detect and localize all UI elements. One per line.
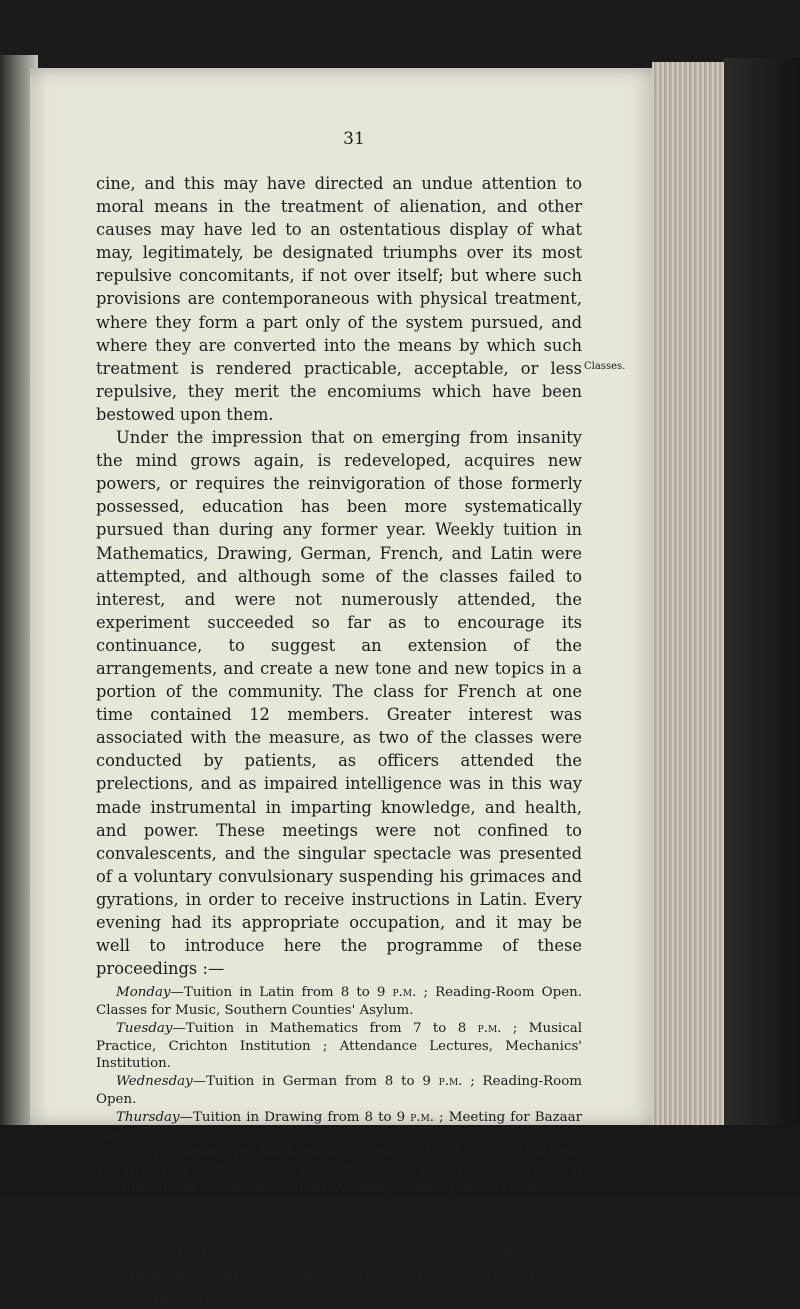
margin-note: Classes. bbox=[584, 361, 626, 372]
schedule-entry: Wednesday—Tuition in German from 8 to 9 p.m. ; Reading-Room Open. bbox=[96, 1074, 582, 1108]
paragraph-2: Under the impression that on emerging from insanity the mind grows again, is redeveloped, acquires new powers, or requires the reinvigoration of those formerly possessed, education has been more systematically pursued than during any former year. Weekly tuition in Mathematics, Drawing, German, French, and Latin were attempted, and although some of the classes failed to interest, and were not numerously attended, the experiment succeeded so far as to encourage its continuance, to suggest an extension of the arrangements, and create a new tone and new topics in a portion of the community. The class for French at one time contained 12 members. Greater interest was associated with the measure, as two of the classes were conducted by patients, as officers attended the prelections, and as impaired intelligence was in this way made instrumental in imparting knowledge, and health, and power. These meetings were not confined to convalescents, and the singular spectacle was presented of a voluntary convulsionary suspending his grimaces and gyrations, in order to receive instructions in Latin. Every evening had its appropriate occupation, and it may be well to introduce here the programme of these proceedings :— bbox=[96, 428, 582, 979]
page-edges bbox=[652, 62, 728, 1138]
body-text bbox=[96, 172, 582, 980]
schedule-entry: Friday—Tuition in Mathematics from 7 to 8 p.m. ; Lecture, Theatrical Entertainment, Concert, &c., in Theatre, Crichton Institution and Southern Counties' Asylum ; Reading-Room Open. bbox=[96, 1145, 582, 1197]
right-book-cover bbox=[724, 58, 800, 1143]
schedule-entry: Tuesday—Tuition in Mathematics from 7 to 8 p.m. ; Musical Practice, Crichton Institution ; Attendance Lectures, Mechanics' Institution. bbox=[96, 1020, 582, 1072]
schedule-entry: Thursday—Tuition in Drawing from 8 to 9 p.m. ; Meeting for Bazaar Work. bbox=[96, 1109, 582, 1143]
schedule-entry: Monday—Tuition in Latin from 8 to 9 p.m. ; Reading-Room Open. Classes for Music, Southern Counties' Asylum. bbox=[96, 985, 583, 1019]
page-content bbox=[96, 128, 582, 1309]
paragraph-1: cine, and this may have directed an undue attention to moral means in the treatment of alienation, and other causes may have led to an ostentatious display of what may, legitimately, be designated triumphs over its most repulsive concomitants, if not over itself; but where such provisions are contemporaneous with physical treatment, where they form a part only of the system pursued, and where they are converted into the means by which such treatment is rendered practicable, acceptable, or less repulsive, they merit the encomiums which have been bestowed upon them. bbox=[96, 174, 582, 424]
schedule-entry: Saturday—Tuition in French from 8 to 9 p.m. ; Practice Sacred Music, Crichton Institution. bbox=[96, 1198, 582, 1232]
paragraph-3: It will be observed that these studies are elementary. This was done advisedly and designedly. The object in view was to stimulate bbox=[96, 1241, 582, 1307]
closing-text bbox=[96, 1239, 582, 1308]
page-number: 31 bbox=[343, 129, 365, 149]
programme-schedule bbox=[96, 984, 582, 1233]
